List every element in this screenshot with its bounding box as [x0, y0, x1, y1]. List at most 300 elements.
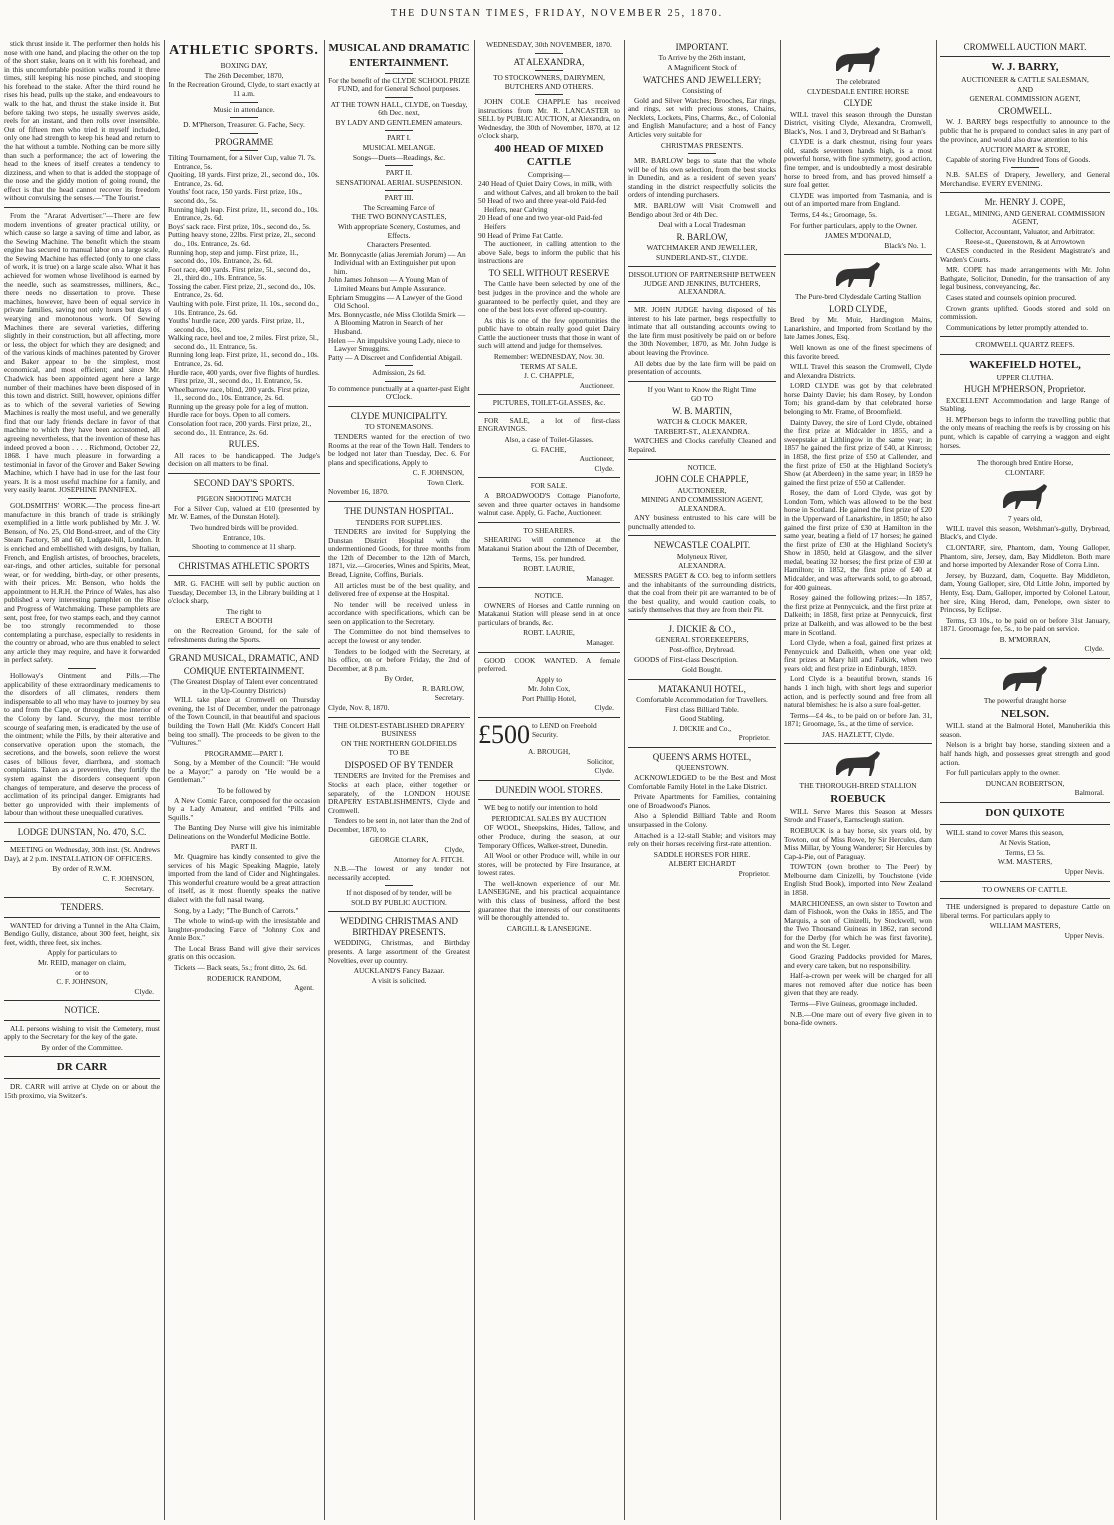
ad-text: Half-a-crown per week will be charged for all mares not removed after due notice has been given that they are ready.: [784, 971, 932, 998]
ad-text: All races to be handicapped. The Judge's decision on all matters to be final.: [168, 450, 320, 469]
ad-heading: W. J. BARRY,: [991, 61, 1059, 74]
ad-line: Music in attendance.: [213, 104, 275, 114]
ad-line: Clyde, Nov. 8, 1870.: [328, 703, 390, 713]
ad-signature: JAMES M'DONALD,: [824, 231, 892, 241]
ad-heading: LORD CLYDE,: [828, 303, 888, 314]
column-5: [628, 40, 776, 1520]
ad-text: THE undersigned is prepared to depasture Cattle on liberal terms. For particulars apply to: [940, 902, 1110, 920]
ad-line: TO STOCKOWNERS, DAIRYMEN, BUTCHERS AND OTHERS.: [493, 73, 605, 91]
list-item: Helen — An impulsive young Lady, niece to Lawyer Smuggins.: [328, 335, 461, 354]
ad-line: SADDLE HORSES FOR HIRE.: [653, 849, 751, 859]
ad-text: The auctioneer, in calling attention to the above Sale, begs to inform the public that his instructions are: [478, 239, 620, 266]
ad-line: BY LADY AND GENTLEMEN amateurs.: [335, 117, 463, 127]
ad-heading: MATAKANUI HOTEL,: [658, 683, 746, 694]
ad-line: Apply to: [535, 674, 563, 684]
ad-text: WE beg to notify our intention to hold: [484, 803, 598, 813]
ad-line: The thorough bred Entire Horse,: [976, 458, 1074, 468]
ad-heading: 400 HEAD OF MIXED CATTLE: [494, 143, 604, 168]
ad-line: The Pure-bred Clydesdale Carting Stallion: [794, 292, 922, 302]
ad-line: LEGAL, MINING, AND GENERAL COMMISSION AGENT,: [945, 208, 1105, 227]
ad-line: By order of R.W.M.: [52, 864, 112, 874]
ad-heading: MUSICAL AND DRAMATIC: [328, 42, 470, 54]
ad-signature: CARGILL & LANSEIGNE.: [506, 923, 592, 933]
ad-text: MR. JOHN JUDGE having disposed of his interest to his late partner, begs respectfully to intimate that all outstanding accounts owing to the late firm must positively be paid on or before the 30th November, 1870, as Mr. John Judge is about leaving the Province.: [628, 305, 776, 357]
list-item: 50 Head of two and three year-old Paid-fed Heifers, near Calving: [478, 196, 607, 214]
ad-line: AUCTIONEER,: [677, 485, 727, 495]
column-7: [940, 40, 1110, 1520]
ad-signature: Clyde,: [444, 845, 464, 855]
ad-line: AND: [1016, 84, 1033, 94]
ad-signature: JAS. HAZLETT, Clyde.: [822, 729, 894, 739]
ad-text: to LEND on Freehold Security.: [532, 721, 597, 739]
ad-text: GOODS of First-class Description.: [634, 654, 738, 664]
ad-line: GENERAL COMMISSION AGENT,: [969, 94, 1081, 104]
ad-text: As this is one of the few opportunities the public have to obtain really good quiet Dairy Cattle the auctioneer trusts that those in want of such will attend and judge for themselves.: [478, 315, 620, 351]
ad-line: Clyde.: [594, 703, 614, 713]
list-item: Quoiting, 18 yards. First prize, 2l., second do., 10s. Entrance, 2s. 6d.: [168, 170, 320, 188]
ad-line: If you Want to Know the Right Time: [647, 384, 757, 394]
list-item: Ephriam Smuggins — A Lawyer of the Good Old School.: [328, 292, 463, 311]
ad-line: GO TO: [690, 394, 714, 404]
ad-text: Terms—Five Guineas, groomage included.: [790, 998, 918, 1008]
list-item: Running hop, step and jump. First prize, 1l., second do., 10s. Entrance, 2s. 6d.: [168, 247, 299, 266]
ad-line: WATCH & CLOCK MAKER,: [656, 417, 748, 427]
list-item: Running high leap. First prize, 1l., second do., 10s. Entrance, 2s. 6d.: [168, 204, 319, 223]
ad-line: Apply for particulars to: [47, 948, 117, 958]
ad-line: 7 years old,: [1007, 514, 1043, 524]
ad-line: The Screaming Farce of: [363, 202, 435, 212]
ad-line: By order of the Committee.: [41, 1042, 123, 1052]
ad-line: If not disposed of by tender, will be: [346, 888, 452, 898]
ad-line: CLYDESDALE ENTIRE HORSE: [807, 86, 909, 96]
ad-signature: R. BARLOW,: [422, 683, 464, 693]
ad-signature: Clyde.: [594, 766, 614, 776]
ad-text: The whole to wind-up with the irresistable and laughter-producing Farce of "Johnny Cox and Annie Box.": [168, 916, 320, 943]
ad-line: To Arrive by the 26th instant,: [658, 53, 746, 63]
ad-line: PART I.: [387, 133, 411, 143]
ad-signature: ROBT. LAURIE,: [523, 628, 575, 638]
ad-text: Terms—£4 4s., to be paid on or before Jan. 31, 1871; Groomage, 5s., at the time of service.: [784, 710, 932, 729]
ad-line: ON THE NORTHERN GOLDFIELDS: [341, 738, 457, 748]
ad-signature: J. C. CHAPPLE,: [524, 371, 574, 381]
ad-text: OWNERS of Horses and Cattle running on Matakanui Station will please send in at once particulars of brands, &c.: [478, 600, 620, 627]
ad-line: Characters Presented.: [366, 240, 432, 250]
ad-text: N.B. SALES of Drapery, Jewellery, and General Merchandise. EVERY EVENING.: [940, 170, 1110, 188]
ad-text: The Committee do not bind themselves to accept the lowest or any tender.: [328, 627, 470, 646]
ad-line: November 16, 1870.: [328, 487, 389, 497]
ad-text: Mr. Quagmire has kindly consented to give the services of his Magic Speaking Magpie, lately imported from the land of Cider and Nightingales. This wonderful creature would be a great attraction of itself, as it most fluently speaks the native dialect with the full nasal twang.: [168, 852, 320, 904]
ad-line: C. F. JOHNSON,: [56, 977, 108, 987]
ad-heading: W. B. MARTIN,: [672, 405, 732, 416]
ad-text: No tender will be received unless in accordance with specifications, which can be seen on application to the Secretary.: [328, 599, 470, 626]
ad-heading: TENDERS.: [60, 902, 104, 913]
list-item: Wheelbarrow race, blind, 200 yards. First prize, 1l., second do., 10s. Entrance, 2s. 6d.: [168, 384, 310, 403]
ad-line: Also, a case of Toilet-Glasses.: [504, 435, 594, 445]
ad-heading: JOHN COLE CHAPPLE,: [655, 474, 749, 485]
ad-heading: TO OWNERS OF CATTLE.: [982, 884, 1068, 894]
list-item: Youths' foot race, 150 yards. First prize, 10s., second do., 5s.: [168, 187, 303, 206]
ad-line: With appropriate Scenery, Costumes, and Effects.: [337, 222, 461, 240]
ad-text: WILL Serve Mares this Season at Messrs Strode and Fraser's, Earnscleugh station.: [784, 806, 932, 825]
ad-text: CLONTARF, sire, Phantom, dam, Young Galloper, Phantom, sire, Jersey, dam, Bay Middleton. Both mare and horse imported by Alexander Rose of Corra Linn.: [940, 543, 1110, 570]
ad-heading: ENTERTAINMENT.: [349, 56, 449, 69]
ad-line: WATCHMAKER AND JEWELLER,: [646, 243, 758, 253]
ad-text: MR. COPE has made arrangements with Mr. John Bathgate, Solicitor, Dunedin, for the transaction of any legal business, conveyancing, &c.: [940, 265, 1110, 292]
ad-line: (The Greatest Display of Talent ever concentrated in the Up-Country Districts): [170, 677, 318, 695]
ad-line: THE TWO BONNYCASTLES,: [351, 212, 447, 222]
ad-text: Rosey, the dam of Lord Clyde, was got by London Tom, which was allowed to be the best horse in Scotland. He gained the first prize of £20 in the Upperward of Lanarkshire, in 1850; he also gained the first prize of £30 at Hamilton in the same year, beating a field of 17 horses; he gained the first prize of £30 at the Highland Society's Show in 1850, held at Glasgow, and the silver medal, beating 32 horses; the first prize of £30 at Hamilton; in 1852, the first prize of £40 at Midcalder, and was afterwards sold, to go abroad, for 400 guineas.: [784, 488, 932, 592]
ad-line: For the benefit of the CLYDE SCHOOL PRIZE FUND, and for General School purposes.: [328, 75, 470, 94]
ad-text: Terms, £3 10s., to be paid on or before 31st January, 1871. Groomage fee, 5s., to be paid on service.: [940, 615, 1110, 634]
masthead: THE DUNSTAN TIMES, FRIDAY, NOVEMBER 25, 1870.: [390, 8, 724, 19]
ad-heading: CHRISTMAS ATHLETIC SPORTS: [178, 560, 310, 571]
ad-text: N.B.—The lowest or any tender not necessarily accepted.: [328, 864, 470, 882]
ad-heading: ROEBUCK: [830, 793, 886, 806]
list-item: Hurdle race, 400 yards, over five flights of hurdles. First prize, 3l., second do., 1l. Entrance, 5s.: [168, 367, 320, 386]
ad-heading: J. DICKIE & CO.,: [668, 623, 736, 634]
ad-line: D. M'Pherson, Treasurer. G. Fache, Secy.: [183, 120, 305, 130]
ad-signature: Clyde.: [594, 463, 614, 473]
ad-text: Rosey gained the following prizes:—In 1857, the first prize at Pennycuick, and the first prize at Dalkeith; in 1858, first prize at Pennycuick, first prize at Dalkeith, and was allowed to be the best mare in Scotland.: [784, 593, 932, 637]
ad-heading: IMPORTANT.: [675, 42, 729, 52]
ad-line: First class Billiard Table.: [664, 704, 740, 714]
ad-line: Terms, 15s. per hundred.: [512, 554, 586, 564]
ad-heading: GRAND MUSICAL, DRAMATIC, AND: [169, 653, 319, 664]
cattle-list: [478, 180, 620, 240]
ad-text: CLYDE is a dark chestnut, rising four years old, stands seventeen hands high, is a most powerful horse, with fine symmetry, good action, fine temper, and is undoubtedly a most desirable horse to breed from, and has proved himself a sure foal getter.: [784, 137, 932, 190]
ad-signature: A. BROUGH,: [527, 747, 571, 757]
ad-text: Communications by letter promptly attended to.: [946, 322, 1089, 332]
list-item: Vaulting with pole. First prize, 1l. 10s., second do., 10s. Entrance, 2s. 6d.: [168, 298, 319, 317]
ad-heading: AT ALEXANDRA,: [513, 56, 585, 67]
ad-text: WILL travel this season, Welshman's-gully, Drybread, Black's, and Clyde.: [940, 523, 1110, 542]
horse-illustration-icon: [940, 663, 1110, 693]
ad-text: For a Silver Cup, valued at £10 (presented by Mr. W. Eames, of the Dunstan Hotel).: [168, 503, 320, 522]
ad-text: N.B.—One mare out of every five given in to bona-fide owners.: [784, 1009, 932, 1028]
ad-line: In the Recreation Ground, Clyde, to start exactly at 11 a.m.: [168, 80, 320, 98]
list-item: Tilting Tournament, for a Silver Cup, value 7l. 7s. Entrance, 5s.: [168, 153, 316, 171]
ad-heading: NEWCASTLE COALPIT.: [653, 540, 751, 551]
ad-line: AUCTIONEER & CATTLE SALESMAN,: [961, 75, 1089, 85]
ad-line: Terms, £3 5s.: [1005, 847, 1045, 857]
ad-text: Bred by Mr. Muir, Hardington Mains, Lanarkshire, and Imported from Scotland by the late James Jones, Esq.: [784, 315, 932, 342]
ad-text: GOOD COOK WANTED. A female preferred.: [478, 655, 620, 674]
ad-line: CHRISTMAS PRESENTS.: [660, 140, 744, 150]
ad-line: THE OLDEST-ESTABLISHED DRAPERY BUSINESS: [333, 720, 465, 739]
ad-line: Entrance, 10s.: [222, 532, 266, 542]
ad-text: CLYDE was imported from Tasmania, and is out of an imported mare from England.: [784, 190, 932, 209]
ad-heading: WEDDING CHRISTMAS AND BIRTHDAY PRESENTS.: [339, 916, 458, 937]
ad-text: MR. BARLOW will Visit Cromwell and Bendigo about 3rd or 4th Dec.: [628, 200, 776, 219]
ad-signature: W.M. MASTERS,: [997, 857, 1053, 867]
cast-list: [328, 251, 470, 363]
ad-signature: Upper Nevis.: [1064, 867, 1104, 877]
ad-signature: Attorney for A. FITCH.: [393, 854, 464, 864]
ad-text: WATCHES and Clocks carefully Cleaned and Repaired.: [628, 436, 776, 454]
event-list: [168, 154, 320, 437]
ad-line: Mr. REID, manager on claim,: [37, 957, 127, 967]
ad-line: PART III.: [384, 193, 414, 203]
ad-text: Song, by a Lady; "The Bunch of Carrots.": [174, 905, 299, 915]
ad-signature: ROBT. LAURIE,: [523, 563, 575, 573]
column-2: [168, 40, 320, 1520]
ad-heading: CROMWELL.: [998, 105, 1052, 116]
ad-text: WILL Travel this season the Cromwell, Clyde and Alexandra Districts.: [784, 362, 932, 380]
ad-line: Deal with a Local Tradesman: [658, 220, 746, 230]
ad-heading: QUEEN'S ARMS HOTEL,: [652, 752, 752, 763]
ad-text: TOWTON (own brother to The Peer) by Melbourne dam Cinizelli, by Touchstone (vide English Stud Book), imported into New Zealand in 1858.: [784, 862, 932, 897]
ad-subheading: PROGRAMME: [214, 136, 273, 147]
ad-text: Tenders to be lodged with the Secretary, at his office, on or before Friday, the 2nd of December, at 8 p.m.: [328, 646, 470, 673]
ad-heading: DISPOSED OF BY TENDER: [344, 759, 454, 770]
ad-text: Capable of storing Five Hundred Tons of Goods.: [946, 154, 1091, 164]
ad-heading: NOTICE.: [534, 591, 564, 601]
ad-line: Two hundred birds will be provided.: [190, 522, 298, 532]
ad-line: SUNDERLAND-ST., CLYDE.: [656, 252, 748, 262]
ad-line: or to: [75, 967, 89, 977]
ad-heading: WATCHES AND JEWELLERY;: [642, 74, 762, 85]
ad-text: A New Comic Farce, composed for the occasion by a Lady Amateur, and entitled "Pills and Squills.": [168, 795, 320, 822]
ad-signature: B. M'MORRAN,: [999, 634, 1051, 644]
ad-text: Jersey, by Buzzard, dam, Coquette. Bay Middleton, dam, Young Galloper, sire, Old Little John, imported by Henty, Esq. Dam, Galloper, imported by Colonel Latour, her sire, King Herod, dam, Penelope, own sister to Princess, by Eclipse.: [940, 570, 1110, 615]
ad-line: Comprising—: [527, 169, 571, 179]
ad-text: WILL stand to cover Mares this season,: [946, 827, 1064, 837]
ad-text: WILL stand at the Balmoral Hotel, Manuherikia this season.: [940, 721, 1110, 739]
ad-line: By Order,: [384, 674, 414, 684]
ad-text: Also a Splendid Billiard Table and Room unsurpassed in the Colony.: [628, 811, 776, 829]
list-item: Walking race, heel and toe, 2 miles. First prize, 5l., second do., 1l. Entrance, 5s.: [168, 333, 319, 351]
ad-signature: Clyde.: [1084, 644, 1104, 654]
ad-line: TO BE: [388, 748, 410, 758]
ad-heading: R. BARLOW,: [676, 231, 728, 242]
list-item: John James Johnson — A Young Man of Limited Means but Ample Assurance.: [328, 275, 448, 294]
ad-subheading: RULES.: [228, 439, 260, 450]
column-3: [328, 40, 470, 1520]
ad-signature: Proprietor.: [738, 868, 770, 878]
column-rule: [164, 40, 165, 1520]
ad-line: AUCTION MART & STORE,: [979, 145, 1071, 155]
ad-signature: Manager.: [586, 638, 614, 648]
ad-text: Attached is a 12-stall Stable; and visitors may rely on their horses receiving first-rate attention.: [628, 830, 776, 849]
ad-text: WEDDING, Christmas, and Birthday presents. A large assortment of the Greatest Novelties, ever up country.: [328, 938, 470, 965]
amount: £500: [478, 720, 530, 750]
ad-signature: Auctioneer.: [579, 380, 614, 390]
ad-subheading: SECOND DAY'S SPORTS.: [193, 477, 295, 488]
ad-text: JOHN COLE CHAPPLE has received instructions from Mr. R. LANCASTER to SELL by PUBLIC AUCTION, at Alexandra, on Wednesday, the 30th of November, 1870, at 12 o'clock sharp,: [478, 97, 620, 141]
ad-line: To commence punctually at a quarter-past Eight O'Clock.: [328, 383, 470, 402]
ad-line: Songs—Duets—Readings, &c.: [352, 152, 446, 162]
ad-line: WEDNESDAY, 30th NOVEMBER, 1870.: [486, 40, 612, 49]
ad-heading: DON QUIXOTE: [985, 806, 1065, 819]
ad-heading: Mr. HENRY J. COPE,: [984, 197, 1066, 208]
ad-heading: CLYDE: [843, 98, 873, 109]
ad-line: TERMS AT SALE.: [520, 361, 578, 371]
horse-illustration-icon: [784, 748, 932, 778]
ad-text: All articles must be of the best quality, and delivered free of expense at the Hospital.: [328, 580, 470, 599]
ad-text: Well known as one of the finest specimens of this favorite breed.: [784, 343, 932, 361]
ad-subheading: TO SELL WITHOUT RESERVE: [488, 267, 610, 278]
ad-heading: DR CARR: [56, 1061, 108, 1074]
ad-line: TARBERT-ST., ALEXANDRA.: [654, 426, 750, 436]
ad-text: Lord Clyde, when a foal, gained first prizes at Pennycuick and Dalkeith, when one year old; first prizes at Mary hill and Falkirk, when two years old; and first prize in Edinburgh, 1859.: [784, 638, 932, 673]
ad-text: FOR SALE, a lot of first-class ENGRAVINGS.: [478, 415, 620, 434]
ad-text: MR. G. FACHE will sell by public auction on Tuesday, December 13, in the Library building at 1 o'clock sharp,: [168, 579, 320, 606]
ad-signature: GEORGE CLARK,: [369, 835, 429, 845]
ad-text: Good Grazing Paddocks provided for Mares, and every care taken, but no responsibility.: [784, 952, 932, 970]
list-item: Putting heavy stone, 22lbs. First prize, 2l., second do., 10s. Entrance, 2s. 6d.: [168, 230, 316, 248]
ad-text: Lord Clyde is a beautiful brown, stands 16 hands 1 inch high, with short legs and superior action, and is perfectly sound and free from all natural blemishes: he is also a sure foal-getter.: [784, 674, 932, 710]
ad-heading: NELSON.: [1001, 707, 1049, 720]
column-1: [4, 40, 160, 1520]
ad-line: PIGEON SHOOTING MATCH: [196, 494, 292, 504]
ad-line: PART II.: [385, 168, 413, 178]
list-item: 240 Head of Quiet Dairy Cows, in milk, with and without Calves, and all broken to the bail: [478, 179, 619, 197]
ad-signature: ALBERT EICHARDT: [668, 859, 736, 869]
ad-heading: HUGH M'PHERSON, Proprietor.: [964, 384, 1086, 395]
list-item: Consolation foot race, 200 yards. First prize, 2l., second do., 1l. Entrance, 2s. 6d.: [168, 419, 312, 437]
article-text: Holloway's Ointment and Pills.—The applicability of these extraordinary medicaments to the disorders of all climates, renders them indispensable to all who may have to journey by sea to and from the Cape, or throughout the interior of the Colony by land. Scurvy, the most terrible scourge of seafaring men, is eradicated by the use of the ointment; while the Pills, by their alterative and conservative operation upon the stomach, the secretions, and the bowels, soon relieve the worst cases of bilious fever, diarrhœa, and stomach complaints. Taken as a preventive, they fortify the system against the disorders consequent upon changes of temperature, and deserve the process of acclimation of its principal danger. Emigrants had better go unprovided with their implements of labour than without these unequalled curatives.: [4, 671, 160, 818]
ad-text: ROEBUCK is a bay horse, six years old, by Towton, out of Miss Rowe, by Sir Hercules, dam Miss Millar, by Young Wanderer; Sir Hercules by Cap-à-Pie, out of Paraguay.: [784, 825, 932, 861]
ad-heading: CROMWELL AUCTION MART.: [963, 42, 1087, 52]
ad-signature: Agent.: [294, 983, 314, 993]
ad-text: SHEARING will commence at the Matakanui Station about the 12th of December,: [478, 535, 620, 553]
list-item: Running up the greasy pole for a leg of mutton.: [168, 401, 309, 411]
ad-line: UPPER CLUTHA.: [996, 372, 1054, 382]
ad-line: TO STONEMASONS.: [365, 422, 433, 432]
ad-text: The Local Brass Band will give their services gratis on this occasion.: [168, 943, 320, 962]
ad-signature: Black's No. 1.: [884, 240, 926, 250]
ad-line: Mr. John Cox,: [527, 684, 571, 694]
ad-heading: NOTICE.: [687, 462, 717, 472]
ad-heading: COMIQUE ENTERTAINMENT.: [183, 665, 305, 676]
ad-line: The powerful draught horse: [983, 696, 1067, 705]
ad-line: GENERAL STOREKEEPERS,: [655, 635, 749, 645]
ad-signature: C. F. JOHNSON,: [102, 874, 154, 884]
ad-signature: C. F. JOHNSON,: [412, 468, 464, 478]
ad-text: Cases stated and counsels opinion procured.: [946, 293, 1077, 303]
column-6: [784, 40, 932, 1520]
ad-heading: CLONTARF.: [1005, 467, 1045, 477]
article-text: stick thrust inside it. The performer then holds his nose with one hand, and placing the other on the top of the short stake, leans on it with his forehead, and in this uncomfortable position walks round it three times, still keeping his nose pinched, and stooping his forehead to the stake. After the third round he rises his head, pulls up the stake, and endeavours to walk to the hat, and thrust the stake inside it. But before taking two steps, he usually swerves aside, reels for an instant, and then rolls over insensible. Out of fifteen men who tried it myself included, only one had strength to keep his head and return to the hat without a tumble. Nothing can be more silly than such a performance; the act of lowering the head to the knees of itself creates a tendency to dizziness, and when to that is added the stoppage of the nose and the giddy motion of going round, the effect is that the head cannot recover its freedom without convulsing the senses.—"The Tourist.": [4, 40, 160, 203]
ad-line: Reese-st., Queenstown, & at Arrowtown: [965, 236, 1085, 246]
ad-text: DR. CARR will arrive at Clyde on or about the 15th proximo, via Switzer's.: [4, 1082, 160, 1100]
ad-signature: Secretary.: [124, 883, 154, 893]
ad-line: PART II.: [230, 842, 258, 852]
ad-text: ACKNOWLEDGED to be the Best and Most Comfortable Family Hotel in the Lake District.: [628, 773, 776, 791]
ad-signature: WILLIAM MASTERS,: [989, 921, 1061, 931]
ad-text: The Cattle have been selected by one of the best judges in the province and the whole are guaranteed to be perfectly quiet, and they are one of the best lots ever offered up-country.: [478, 279, 620, 315]
ad-text: Private Apartments for Families, containing one of Broadwood's Pianos.: [628, 792, 776, 810]
article-text: GOLDSMITHS' WORK.—The process fine-art manufacture in this branch of trade is strikingly exemplified in a little work published by Mr. J. W. Benson, of No. 25, Old Bond-street, and of the City Steam Factory, 58 and 60, Ludgate-hill, London. It is enriched and embellished with designs, by Italian, French, and English artistes, of brooches, bracelets, ear-rings, and other articles, suitable for personal wear, or for wedding, birth-day, or other presents, with their prices. Mr. Benson, who holds the appointment to H.R.H. the Prince of Wales, has also published a very interesting pamphlet on the Rise and Progress of Watchmaking. These pamphlets are sent, post free, for two stamps each, and they cannot be too strongly recommended to those contemplating a purchase, especially to residents in the country or abroad, who are thus enabled to select any article they may require, and have it forwarded in perfect safety.: [4, 501, 160, 665]
ad-text: Tenders to be sent in, not later than the 2nd of December, 1870, to: [328, 816, 470, 834]
horse-illustration-icon: [784, 44, 932, 74]
ad-text: CASES conducted in the Resident Magistrate's and Warden's Courts.: [940, 246, 1110, 264]
column-rule: [780, 40, 781, 1520]
list-item: Patty — A Discreet and Confidential Abigail.: [328, 352, 463, 362]
ad-text: TENDERS are invited for Supplying the Dunstan District Hospital with the undermentioned Goods, for three months from the 12th of December to the 12th of March, 1871, viz.—Groceries, Wines and Spirits, Meat, Bread, Lignite, Coffins, Burials.: [328, 527, 470, 579]
ad-heading: WAKEFIELD HOTEL,: [969, 358, 1081, 371]
list-item: Youths' hurdle race, 200 yards. First prize, 1l., second do., 10s.: [168, 316, 305, 334]
ad-line: TENDERS FOR SUPPLIES.: [355, 517, 443, 527]
ad-text: W. J. BARRY begs respectfully to announce to the public that he is prepared to conduct sales in any part of the province, and would also draw attention to his: [940, 117, 1110, 144]
ad-signature: Auctioneer,: [579, 454, 614, 464]
ad-text: Dainty Davey, the sire of Lord Clyde, obtained the first prize at Midcalder in 1855, and a sweepstake at Lithlingow in the same year; in 1857 he gained the first prize of £40, at Kinross; in 1858, the first prize of £50 at Callender, and the first prize of £50 at the Highland Society's Show (at Aberdeen) in the same year; in 1859 he gained the first prize of £50 at Callender.: [784, 417, 932, 487]
ad-text: Terms, £4 4s.; Groomage, 5s.: [790, 209, 877, 219]
ad-heading: PICTURES, TOILET-GLASSES, &c.: [492, 398, 606, 408]
ad-signature: Proprietor.: [738, 733, 770, 743]
ad-text: OF WOOL, Sheepskins, Hides, Tallow, and other Produce, during the season, at our Temporary Offices, Walker-street, Dunedin.: [478, 823, 620, 850]
ad-text: ALL persons wishing to visit the Cemetery, must apply to the Secretary for the key of the gate.: [4, 1023, 160, 1042]
list-item: Hurdle race for boys. Open to all comers.: [168, 410, 291, 420]
ad-line: The celebrated: [836, 77, 880, 86]
ad-line: Port Phillip Hotel,: [522, 693, 576, 703]
ad-text: All debts due by the late firm will be paid on presentation of accounts.: [628, 358, 776, 377]
ad-line: SENSATIONAL AERIAL SUSPENSION.: [335, 177, 463, 187]
ad-text: For further particulars, apply to the Owner.: [790, 220, 918, 230]
ad-text: MESSRS PAGET & CO. beg to inform settlers and the inhabitants of the surrounding districts, that the coal from their pit are warranted to be of the best quality, and would caution coals, to satisfy themselves that they are from their Pit.: [628, 571, 776, 615]
ad-line: PERIODICAL SALES BY AUCTION: [491, 813, 607, 823]
ad-text: H. M'Pherson begs to inform the travelling public that the only means of reaching the reefs is by crossing on his punt, which is capable of carrying a waggon and eight horses.: [940, 414, 1110, 450]
column-rule: [474, 40, 475, 1520]
ad-heading: TO SHEARERS.: [523, 525, 575, 535]
ad-line: Clyde.: [134, 986, 154, 996]
ad-line: Collector, Accountant, Valuator, and Arbitrator.: [955, 227, 1095, 236]
ad-signature: G. FACHE,: [531, 444, 567, 454]
ad-heading: NOTICE.: [64, 1005, 100, 1016]
ad-line: ALEXANDRA.: [678, 561, 726, 571]
ad-signature: RODERICK RANDOM,: [206, 973, 282, 983]
horse-illustration-icon: [784, 259, 932, 289]
ad-signature: DUNCAN ROBERTSON,: [985, 778, 1065, 788]
ad-heading: FOR SALE.: [530, 481, 568, 491]
ad-text: MR. BARLOW begs to state that the whole will be of his own selection, from the best stocks in Dunedin, and as a resident of seven years' standing in the district respectfully solicits the orders of intending purchasers.: [628, 156, 776, 200]
list-item: Boys' sack race. First prize, 10s., second do., 5s.: [168, 221, 311, 231]
ad-text: LORD CLYDE was got by that celebrated horse Dainty Davie; his dam Rosey, by London Tom; his grand-dam by that celebrated horse belonging to Mr. Frame, of Broomfield.: [784, 381, 932, 417]
article-text: From the "Ararat Advertiser."—There are few modern inventions of greater practical utility, or which cause so large a saving of time and labor, as the Sewing Machine. The benefit which the steam engine has secured to manual labor on a large scale, the Sewing Machine has effected (only to one class of work, it is true) on a large scale also. What it has achieved for women whose livelihood is earned by the needle, such as seamstresses, milliners, &c., there needs no dissertation to prove. These machines, however, have been of equal service in private families, saving not only hours but days of wearying and monotonous work. Of Sewing Machines there are several varieties, differing slightly in their construction, but all affecting, more or less, the object for which they are designed; and of the various kinds of machines patented by Grover and Baker appear to be the simplest, most economical, and most efficient; and since Mr. Chadwick has been appointed agent here a large number of their machines have been disposed of in this town and district. Still, however, opinions differ as to which of the several varieties of Sewing Machines is really the most useful, and we generally find that our lady friends declare in favor of that machine to which they have been accustomed, all agreeing nevertheless, that the invention of these has indeed proved a boon . . . . Richmond, October 22, 1868. I have much pleasure in forwarding a testimonial in favor of the Grover and Baker Sewing Machine, which I have had in use for the last four years. It is a most useful machine for a family, and very easily learnt. JOSEPHINE PANNIFEX.: [4, 210, 160, 495]
ad-text: TENDERS wanted for the erection of two Rooms at the rear of the Town Hall. Tenders to be lodged not later than Tuesday, Dec. 6. For plans and specifications, Apply to: [328, 432, 470, 467]
ad-line: QUEENSTOWN.: [675, 763, 729, 773]
ad-text: The well-known experience of our Mr. LANSEIGNE, and his practical acquaintance with this class of business, afford the best guarantee that the interests of our constituents will be thoroughly attended to.: [478, 878, 620, 923]
column-rule: [936, 40, 937, 1520]
ad-text: EXCELLENT Accommodation and large Range of Stabling.: [940, 395, 1110, 414]
ad-text: All Wool or other Produce will, while in our stores, will be protected by Fire Insurance, at lowest rates.: [478, 851, 620, 878]
ad-text: Gold and Silver Watches; Brooches, Ear rings, and rings, set with precious stones, Chains, Necklets, Lockets, Pins, Charms, &c., of Colonial and English Manufacture; and a host of Fancy Articles very suitable for: [628, 95, 776, 139]
ad-text: on the Recreation Ground, for the sale of refreshments during the Sports.: [168, 626, 320, 644]
ad-text: WILL take place at Cromwell on Thursday evening, the 1st of December, under the patronage of the Town Council, in that beautiful and spacious building the Town Hall (Mr. Kidd's Concert Hall being too small). The proceeds to be given to the "Vultures.": [168, 695, 320, 748]
ad-line: Shooting to commence at 11 sharp.: [192, 542, 296, 552]
ad-signature: Solicitor,: [586, 756, 614, 766]
ad-line: Admission, 2s 6d.: [372, 368, 426, 378]
ad-text: For full particulars apply to the owner.: [946, 768, 1060, 778]
ad-line: The 26th December, 1870,: [204, 70, 284, 80]
ad-heading: ATHLETIC SPORTS.: [169, 43, 319, 58]
ad-signature: Secretary.: [434, 693, 464, 703]
ad-line: Comfortable Accommodation for Travellers.: [636, 695, 768, 705]
ad-line: Remember: WEDNESDAY, Nov. 30.: [493, 351, 605, 361]
ad-line: A visit is solicited.: [371, 975, 427, 985]
column-rule: [324, 40, 325, 1520]
ad-line: MUSICAL MELANGE.: [362, 142, 436, 152]
ad-line: To be followed by: [217, 786, 271, 796]
ad-signature: Balmoral.: [1074, 788, 1104, 798]
list-item: 20 Head of one and two year-old Paid-fed Heifers: [478, 213, 603, 232]
ad-heading: DUNEDIN WOOL STORES.: [495, 784, 603, 795]
ad-text: Crown grants uplifted. Goods stored and sold on commission.: [940, 303, 1110, 322]
ad-heading: CLYDE MUNICIPALITY.: [350, 411, 448, 421]
column-rule: [624, 40, 625, 1520]
list-item: Mr. Bonnycastle (alias Jeremiah Jorum) — An Individual with an Extinguisher put upon him.: [328, 249, 466, 276]
ad-line: Gold Bought.: [681, 665, 723, 675]
